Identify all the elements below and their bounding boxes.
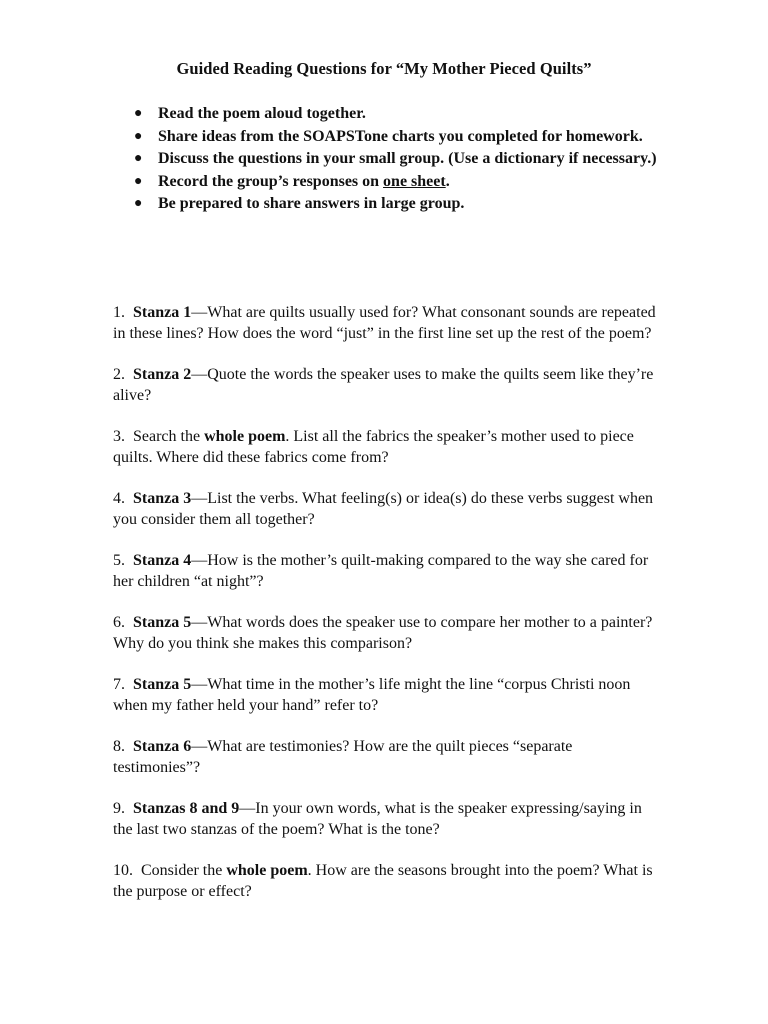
question-list — [113, 302, 658, 922]
instruction-item — [134, 148, 658, 169]
instruction-text: Read the poem aloud together. — [158, 105, 366, 122]
question-item — [113, 426, 658, 468]
question-number: 7. — [113, 676, 125, 693]
question-bold-label: Stanza 5 — [133, 676, 192, 693]
question-text: —How is the mother’s quilt-making compared to the way she cared for her children “at night”? — [113, 552, 649, 590]
question-item — [113, 736, 658, 778]
question-bold-label: Stanza 2 — [133, 366, 192, 383]
instruction-text: Discuss the questions in your small group. (Use a dictionary if necessary.) — [158, 150, 657, 167]
question-number: 2. — [113, 366, 125, 383]
instruction-item — [134, 103, 658, 124]
bullet-icon: ● — [134, 151, 143, 166]
question-number: 6. — [113, 614, 125, 631]
instruction-text-after: . — [445, 172, 450, 190]
question-number: 9. — [113, 800, 125, 817]
bullet-icon: ● — [134, 196, 143, 211]
question-text: . List all the fabrics the speaker’s mother used to piece quilts. Where did these fabrics come from? — [113, 428, 634, 466]
instruction-text: Be prepared to share answers in large group. — [158, 195, 465, 212]
question-number: 10. — [113, 862, 133, 879]
instruction-item — [134, 126, 658, 147]
question-number: 3. — [113, 428, 125, 445]
question-prefix: Consider the — [141, 862, 227, 879]
question-text: —What time in the mother’s life might the line “corpus Christi noon when my father held your hand” refer to? — [113, 676, 631, 714]
question-text: —What are quilts usually used for? What consonant sounds are repeated in these lines? How does the word “just” in the first line set up the rest of the poem? — [113, 304, 656, 342]
question-item — [113, 798, 658, 840]
bullet-icon: ● — [134, 106, 143, 121]
page-title: Guided Reading Questions for “My Mother Pieced Quilts” — [176, 59, 592, 78]
instruction-underlined-text: one sheet — [383, 172, 446, 190]
instruction-list — [134, 103, 658, 216]
instruction-item — [134, 193, 658, 214]
question-number: 8. — [113, 738, 125, 755]
question-bold-label: Stanza 5 — [133, 614, 192, 631]
question-number: 4. — [113, 490, 125, 507]
question-number: 5. — [113, 552, 125, 569]
question-bold-label: Stanza 4 — [133, 552, 192, 569]
question-number: 1. — [113, 304, 125, 321]
question-text: —What are testimonies? How are the quilt pieces “separate testimonies”? — [113, 738, 573, 776]
question-item — [113, 550, 658, 592]
bullet-icon: ● — [134, 128, 143, 144]
question-bold-label: Stanza 6 — [133, 738, 192, 755]
question-bold-label: whole poem — [204, 428, 286, 445]
question-bold-label: Stanza 3 — [133, 490, 192, 507]
question-item — [113, 612, 658, 654]
instruction-item — [134, 171, 658, 192]
question-bold-label: Stanzas 8 and 9 — [133, 800, 240, 817]
bullet-icon: ● — [134, 173, 143, 189]
instruction-text: Share ideas from the SOAPSTone charts you completed for homework. — [158, 127, 643, 145]
question-text: —List the verbs. What feeling(s) or idea(s) do these verbs suggest when you consider them all together? — [113, 490, 654, 528]
question-bold-label: whole poem — [226, 862, 308, 879]
question-item — [113, 488, 658, 530]
question-item — [113, 364, 658, 406]
question-prefix: Search the — [133, 428, 205, 445]
question-text: —In your own words, what is the speaker expressing/saying in the last two stanzas of the poem? What is the tone? — [113, 800, 642, 838]
question-text: —What words does the speaker use to compare her mother to a painter? Why do you think she makes this comparison? — [113, 614, 653, 652]
question-item — [113, 860, 658, 902]
instruction-text-before: Record the group’s responses on — [158, 172, 384, 190]
question-bold-label: Stanza 1 — [133, 304, 192, 321]
question-text: —Quote the words the speaker uses to make the quilts seem like they’re alive? — [113, 366, 654, 404]
question-item — [113, 674, 658, 716]
question-text: . How are the seasons brought into the poem? What is the purpose or effect? — [113, 862, 653, 900]
question-item — [113, 302, 658, 344]
